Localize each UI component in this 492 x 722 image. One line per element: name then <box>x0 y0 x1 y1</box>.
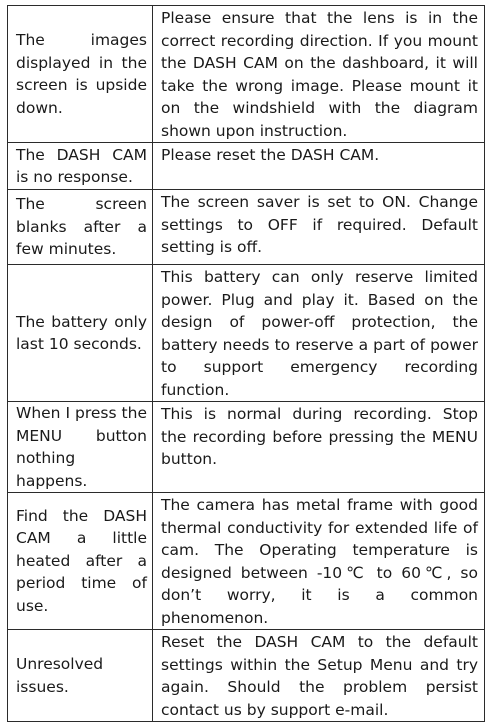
troubleshooting-table <box>7 5 485 722</box>
solution-cell: This is normal during recording. Stop the recording before pressing the MENU button. <box>153 402 485 493</box>
problem-cell: The battery only last 10 seconds. <box>8 265 153 402</box>
solution-cell: Please reset the DASH CAM. <box>153 143 485 190</box>
table-row <box>8 630 485 722</box>
solution-cell: The camera has metal frame with good thermal conductivity for extended life of cam. The Operating temperature is designed between -10℃ to 60℃, so don’t worry, it is a common phenomenon. <box>153 493 485 630</box>
table-row <box>8 143 485 190</box>
table-row <box>8 6 485 143</box>
problem-cell: The screen blanks after a few minutes. <box>8 190 153 265</box>
problem-cell: Unresolved issues. <box>8 630 153 722</box>
solution-cell: The screen saver is set to ON. Change settings to OFF if required. Default setting is off. <box>153 190 485 265</box>
solution-cell: Please ensure that the lens is in the correct recording direction. If you mount the DASH CAM on the dashboard, it will take the wrong image. Please mount it on the windshield with the diagram shown upon instruction. <box>153 6 485 143</box>
problem-cell: When I press the MENU button nothing happens. <box>8 402 153 493</box>
table-row <box>8 190 485 265</box>
table-row <box>8 493 485 630</box>
problem-cell: The images displayed in the screen is upside down. <box>8 6 153 143</box>
solution-cell: Reset the DASH CAM to the default settings within the Setup Menu and try again. Should the problem persist contact us by support e-mail. <box>153 630 485 722</box>
problem-cell: Find the DASH CAM a little heated after a period time of use. <box>8 493 153 630</box>
problem-cell: The DASH CAM is no response. <box>8 143 153 190</box>
table-row <box>8 402 485 493</box>
table-row <box>8 265 485 402</box>
solution-cell: This battery can only reserve limited power. Plug and play it. Based on the design of power-off protection, the battery needs to reserve a part of power to support emergency recording function. <box>153 265 485 402</box>
